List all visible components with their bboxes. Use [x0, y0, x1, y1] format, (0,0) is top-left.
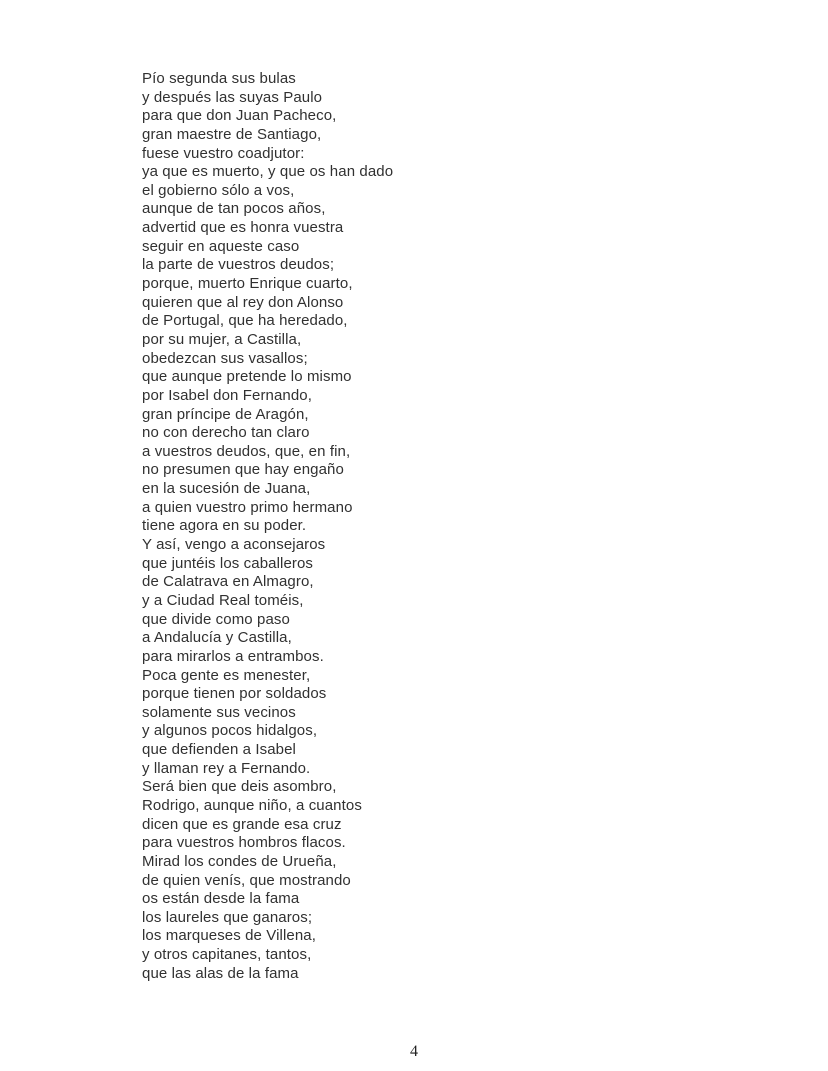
- poem-line: no presumen que hay engaño: [142, 461, 344, 479]
- poem-line: y después las suyas Paulo: [142, 88, 323, 106]
- poem-line: quieren que al rey don Alonso: [142, 293, 344, 311]
- poem-line: y algunos pocos hidalgos,: [142, 722, 318, 740]
- poem-line: y otros capitanes, tantos,: [142, 946, 312, 964]
- poem-line: porque, muerto Enrique cuarto,: [142, 275, 353, 293]
- poem-line: para que don Juan Pacheco,: [142, 107, 337, 125]
- poem-line: fuese vuestro coadjutor:: [142, 144, 305, 162]
- poem-line: gran maestre de Santiago,: [142, 125, 322, 143]
- poem-line: que juntéis los caballeros: [142, 554, 314, 572]
- poem-line: porque tienen por soldados: [142, 685, 327, 703]
- poem-line: aunque de tan pocos años,: [142, 200, 326, 218]
- poem-line: y a Ciudad Real toméis,: [142, 591, 304, 609]
- poem-line: ya que es muerto, y que os han dado: [142, 163, 394, 181]
- poem-text-block: [142, 70, 393, 983]
- poem-line: para mirarlos a entrambos.: [142, 647, 324, 665]
- poem-line: dicen que es grande esa cruz: [142, 815, 342, 833]
- poem-line: que aunque pretende lo mismo: [142, 368, 352, 386]
- poem-line: de Portugal, que ha heredado,: [142, 312, 348, 330]
- poem-line: Pío segunda sus bulas: [142, 70, 296, 87]
- poem-line: de Calatrava en Almagro,: [142, 573, 314, 591]
- poem-line: Mirad los condes de Urueña,: [142, 852, 337, 870]
- poem-line: a vuestros deudos, que, en fin,: [142, 442, 351, 460]
- poem-line: que defienden a Isabel: [142, 741, 296, 759]
- poem-line: tiene agora en su poder.: [142, 517, 307, 535]
- poem-line: gran príncipe de Aragón,: [142, 405, 309, 423]
- poem-line: y llaman rey a Fernando.: [142, 759, 311, 777]
- poem-line: Será bien que deis asombro,: [142, 778, 337, 796]
- poem-line: os están desde la fama: [142, 890, 300, 908]
- poem-line: los laureles que ganaros;: [142, 908, 313, 926]
- poem-line: seguir en aqueste caso: [142, 237, 300, 255]
- poem-line: obedezcan sus vasallos;: [142, 349, 308, 367]
- poem-line: los marqueses de Villena,: [142, 927, 316, 945]
- poem-line: Poca gente es menester,: [142, 666, 311, 684]
- poem-line: Y así, vengo a aconsejaros: [142, 536, 326, 554]
- poem-line: que divide como paso: [142, 610, 290, 628]
- poem-line: a Andalucía y Castilla,: [142, 629, 292, 647]
- poem-line: el gobierno sólo a vos,: [142, 181, 295, 199]
- poem-line: solamente sus vecinos: [142, 703, 296, 721]
- poem-line: por su mujer, a Castilla,: [142, 330, 302, 348]
- poem-line: a quien vuestro primo hermano: [142, 498, 353, 516]
- poem-line: la parte de vuestros deudos;: [142, 256, 335, 274]
- poem-line: por Isabel don Fernando,: [142, 386, 313, 404]
- poem-line: en la sucesión de Juana,: [142, 480, 311, 498]
- poem-line: de quien venís, que mostrando: [142, 871, 351, 889]
- poem-line: Rodrigo, aunque niño, a cuantos: [142, 796, 362, 814]
- poem-line: no con derecho tan claro: [142, 424, 310, 442]
- poem-line: para vuestros hombros flacos.: [142, 834, 346, 852]
- poem-line: que las alas de la fama: [142, 964, 299, 982]
- page-number: 4: [410, 1043, 418, 1060]
- poem-line: advertid que es honra vuestra: [142, 219, 344, 237]
